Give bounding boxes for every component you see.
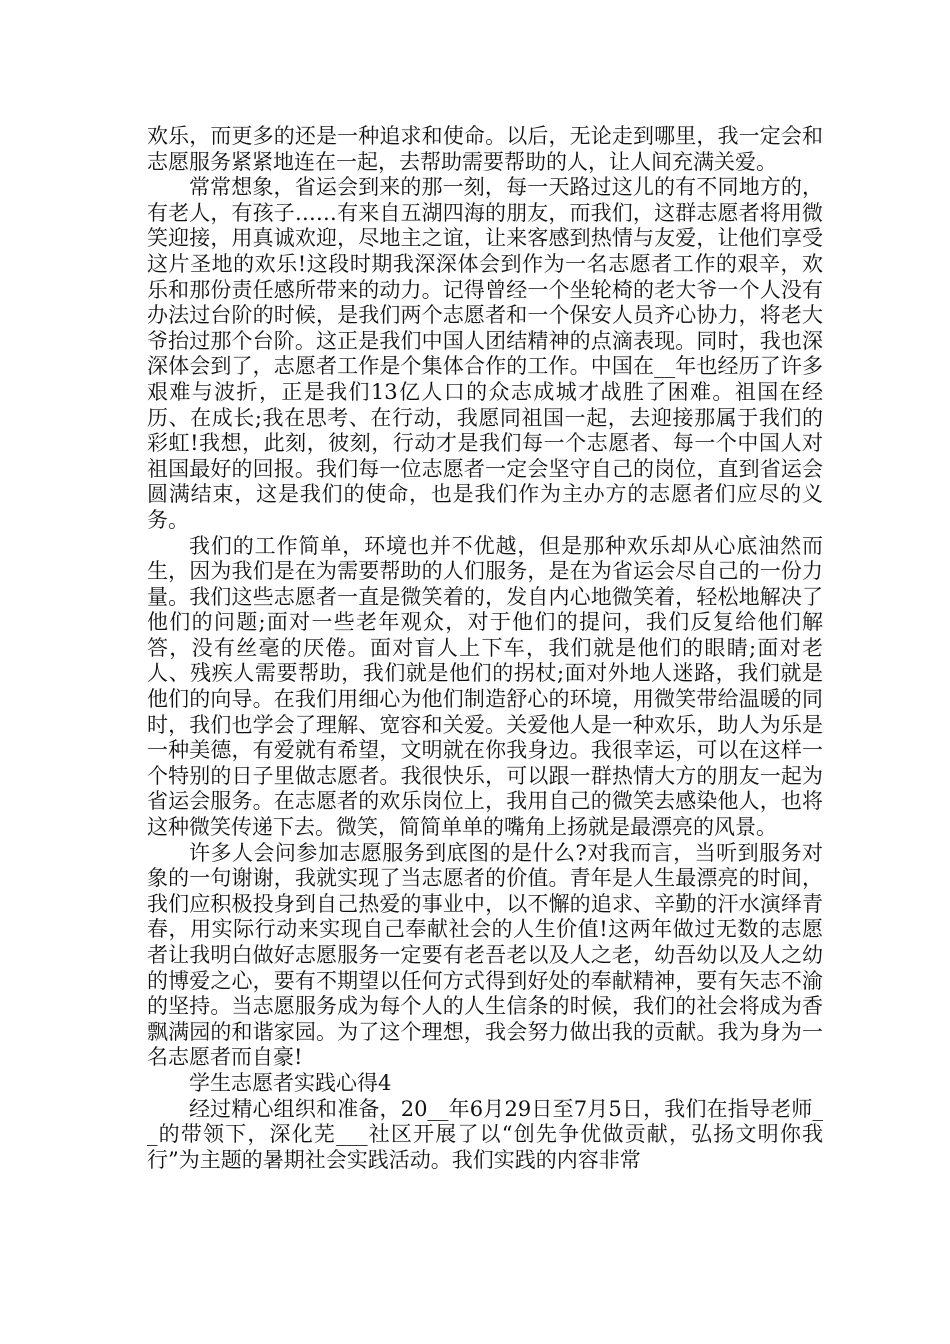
paragraph-continuation: 欢乐，而更多的还是一种追求和使命。以后，无论走到哪里，我一定会和志愿服务紧紧地连在一起，去帮助需要帮助的人，让人间充满关爱。 <box>147 124 823 174</box>
document-body <box>147 124 823 1173</box>
paragraph-work-joy: 我们的工作简单，环境也并不优越，但是那种欢乐却从心底油然而生，因为我们是在为需要帮助的人们服务，是在为省运会尽自己的一份力量。我们这些志愿者一直是微笑着的，发自内心地微笑着，轻松地解决了他们的问题;面对一些老年观众，对于他们的提问，我们反复给他们解答，没有丝毫的厌倦。面对盲人上下车，我们就是他们的眼睛;面对老人、残疾人需要帮助，我们就是他们的拐杖;面对外地人迷路，我们就是他们的向导。在我们用细心为他们制造舒心的环境，用微笑带给温暖的同时，我们也学会了理解、宽容和关爱。关爱他人是一种欢乐，助人为乐是一种美德，有爱就有希望，文明就在你我身边。我很幸运，可以在这样一个特别的日子里做志愿者。我很快乐，可以跟一群热情大方的朋友一起为省运会服务。在志愿者的欢乐岗位上，我用自己的微笑去感染他人，也将这种微笑传递下去。微笑，简简单单的嘴角上扬就是最漂亮的风景。 <box>147 533 823 840</box>
paragraph-summer-practice: 经过精心组织和准备，20__年6月29日至7月5日，我们在指导老师__的带领下，深化芜___社区开展了以“创先争优做贡献，弘扬文明你我行”为主题的暑期社会实践活动。我们实践的内容非常 <box>147 1096 823 1172</box>
section-heading: 学生志愿者实践心得4 <box>189 1070 392 1095</box>
paragraph-volunteer-value: 许多人会问参加志愿服务到底图的是什么?对我而言，当听到服务对象的一句谢谢，我就实现了当志愿者的价值。青年是人生最漂亮的时间，我们应积极投身到自己热爱的事业中，以不懈的追求、辛勤的汗水演绎青春，用实际行动来实现自己奉献社会的人生价值!这两年做过无数的志愿者让我明白做好志愿服务一定要有老吾老以及人之老，幼吾幼以及人之幼的博爱之心，要有不期望以任何方式得到好处的奉献精神，要有矢志不渝的坚持。当志愿服务成为每个人的人生信条的时候，我们的社会将成为香飘满园的和谐家园。为了这个理想，我会努力做出我的贡献。我为身为一名志愿者而自豪! <box>147 840 823 1070</box>
paragraph-provincial-games: 常常想象，省运会到来的那一刻，每一天路过这儿的有不同地方的，有老人，有孩子……有来自五湖四海的朋友，而我们，这群志愿者将用微笑迎接，用真诚欢迎，尽地主之谊，让来客感到热情与友爱，让他们享受这片圣地的欢乐!这段时期我深深体会到作为一名志愿者工作的艰辛，欢乐和那份责任感所带来的动力。记得曾经一个坐轮椅的老大爷一个人没有办法过台阶的时候，是我们两个志愿者和一个保安人员齐心协力，将老大爷抬过那个台阶。这正是我们中国人团结精神的点滴表现。同时，我也深深体会到了，志愿者工作是个集体合作的工作。中国在__年也经历了许多艰难与波折，正是我们13亿人口的众志成城才战胜了困难。祖国在经历、在成长;我在思考、在行动，我愿同祖国一起，去迎接那属于我们的彩虹!我想，此刻，彼刻，行动才是我们每一个志愿者、每一个中国人对祖国最好的回报。我们每一位志愿者一定会坚守自己的岗位，直到省运会圆满结束，这是我们的使命，也是我们作为主办方的志愿者们应尽的义务。 <box>147 175 823 532</box>
